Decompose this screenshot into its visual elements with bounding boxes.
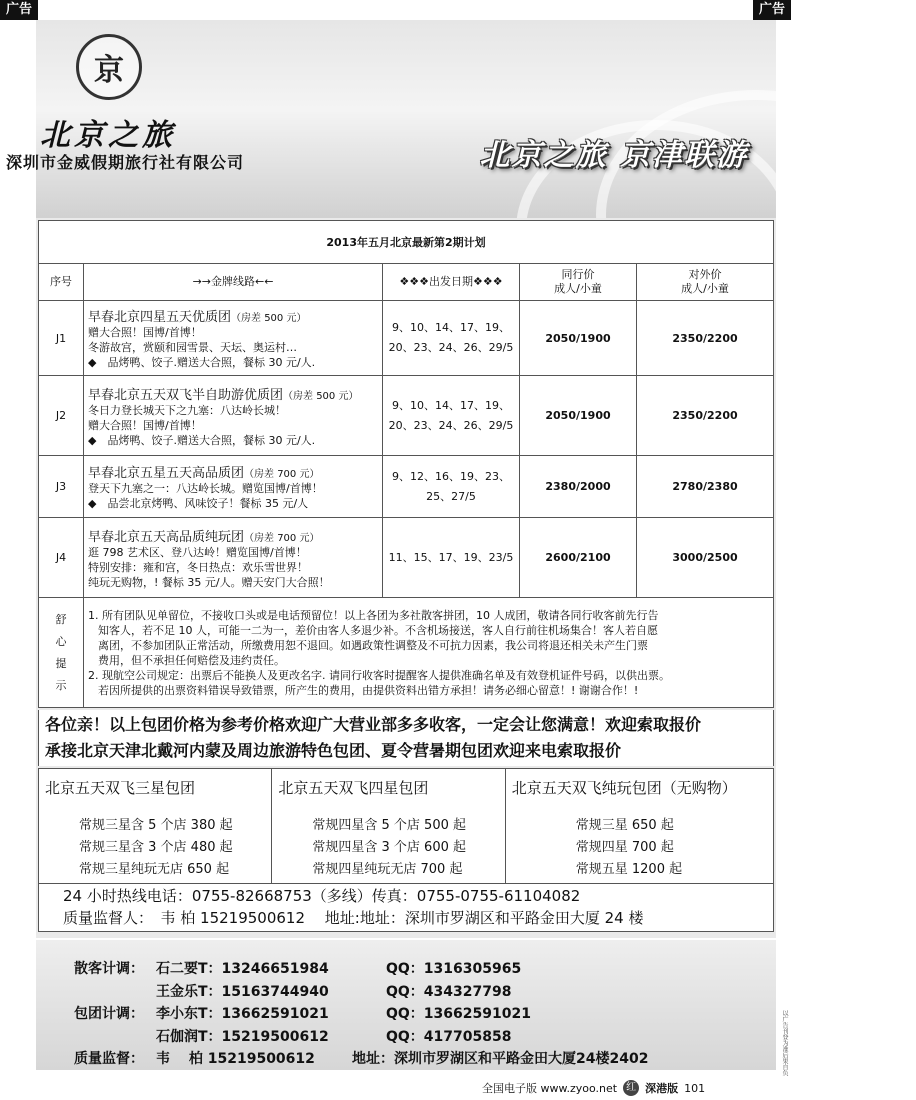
package-item: 常规三星 650 起 bbox=[575, 818, 674, 833]
package-item: 常规四星含 3 个店 600 起 bbox=[312, 840, 466, 855]
packages-box bbox=[38, 768, 774, 884]
route-cell bbox=[84, 518, 383, 598]
public-price: 2780/2380 bbox=[637, 456, 774, 518]
route-line: 特别安排：雍和宫，冬日热点：欢乐雪世界！ bbox=[88, 560, 308, 574]
footer-edition: 深港版 bbox=[645, 1082, 679, 1095]
package-title: 北京五天双飞四星包团 bbox=[278, 779, 429, 797]
hotline-supervisor: 质量监督人： 韦 柏 15219500612 地址:地址：深圳市罗湖区和平路金田大厦 24 楼 bbox=[63, 909, 644, 927]
row-no: J2 bbox=[39, 376, 84, 456]
hotline-box bbox=[38, 884, 774, 932]
dates-cell: 9、12、16、19、23、 25、27/5 bbox=[383, 456, 520, 518]
route-title: 早春北京五天高品质纯玩团 bbox=[88, 529, 245, 545]
quality-address: 地址：深圳市罗湖区和平路金田大厦24楼2402 bbox=[352, 1051, 649, 1067]
table-row bbox=[39, 376, 774, 456]
contact-name: 石二要T：13246651984 bbox=[156, 961, 329, 977]
contact-label: 包团计调： bbox=[74, 1006, 144, 1022]
ad-tag-left: 广告 bbox=[0, 0, 38, 20]
contact-name: 石伽润T：15219500612 bbox=[156, 1028, 329, 1045]
tip-line: 2. 现航空公司规定：出票后不能换人及更改名字. 请同行收客时提醒客人提供准确名单及有效登机证件号码，以供出票。 bbox=[88, 668, 670, 682]
table-row bbox=[39, 518, 774, 598]
route-line: 赠大合照！国博/首博！ bbox=[88, 326, 202, 339]
package-item: 常规五星 1200 起 bbox=[575, 862, 683, 877]
contact-qq: QQ：13662591021 bbox=[386, 1006, 531, 1022]
public-price: 3000/2500 bbox=[637, 518, 774, 598]
peer-price: 2050/1900 bbox=[520, 376, 637, 456]
contact-row bbox=[74, 981, 648, 1004]
col-header-route: →→金牌线路←← bbox=[84, 264, 383, 301]
row-no: J1 bbox=[39, 301, 84, 376]
contact-name: 王金乐T：15163744940 bbox=[156, 983, 329, 1000]
room-diff: （房差 500 元） bbox=[231, 313, 307, 324]
package-title: 北京五天双飞三星包团 bbox=[45, 779, 196, 797]
promo-text bbox=[38, 710, 774, 766]
route-title: 早春北京四星五天优质团 bbox=[88, 310, 232, 325]
dates-cell: 9、10、14、17、19、 20、23、24、26、29/5 bbox=[383, 376, 520, 456]
hotline-phone: 24 小时热线电话：0755-82668753（多线）传真：0755-0755-61104082 bbox=[63, 887, 581, 905]
tips-row bbox=[39, 598, 774, 708]
hong-badge-icon: 红 bbox=[623, 1080, 639, 1096]
public-price: 2350/2200 bbox=[637, 376, 774, 456]
dates-cell: 9、10、14、17、19、 20、23、24、26、29/5 bbox=[383, 301, 520, 376]
promo-line: 各位亲！以上包团价格为参考价格欢迎广大营业部多多收客，一定会让您满意！欢迎索取报价 bbox=[45, 715, 702, 734]
contact-row bbox=[74, 958, 648, 981]
plan-table bbox=[38, 220, 774, 708]
quality-row bbox=[74, 1048, 648, 1071]
promo-line: 承接北京天津北戴河内蒙及周边旅游特色包团、夏令营暑期包团欢迎来电索取报价 bbox=[45, 741, 622, 760]
contact-label: 散客计调： bbox=[74, 961, 144, 977]
route-cell bbox=[84, 376, 383, 456]
route-line: 逛 798 艺术区、登八达岭！赠览国博/首博！ bbox=[88, 545, 307, 559]
package-card bbox=[272, 769, 505, 883]
contact-row bbox=[74, 1026, 648, 1049]
room-diff: （房差 700 元） bbox=[244, 532, 320, 544]
col-header-peer-price: 同行价 成人/小童 bbox=[520, 264, 637, 301]
route-line: ◆ 品尝北京烤鸭、风味饺子！餐标 35 元/人 bbox=[88, 497, 309, 510]
route-line: 登天下九塞之一：八达岭长城。赠览国博/首博！ bbox=[88, 482, 323, 495]
route-line: 冬日力登长城天下之九塞：八达岭长城！ bbox=[88, 403, 286, 417]
package-title: 北京五天双飞纯玩包团（无购物） bbox=[511, 779, 737, 797]
tip-line: 费用，但不承担任何赔偿及违约责任。 bbox=[98, 653, 285, 667]
row-no: J4 bbox=[39, 518, 84, 598]
tip-line: 1. 所有团队见单留位，不接收口头或是电话预留位！以上各团为多社散客拼团，10 人成团，敬请各同行收客前先行告 bbox=[88, 608, 659, 622]
footer-site: 全国电子版 www.zyoo.net bbox=[482, 1082, 618, 1095]
tips-label: 舒 心 提 示 bbox=[39, 598, 84, 708]
peer-price: 2380/2000 bbox=[520, 456, 637, 518]
route-cell bbox=[84, 301, 383, 376]
package-card bbox=[506, 769, 773, 883]
col-header-no: 序号 bbox=[39, 264, 84, 301]
package-card bbox=[39, 769, 272, 883]
slogan: 北京之旅 京津联游 bbox=[479, 138, 748, 173]
logo-icon: 京 bbox=[76, 34, 142, 100]
route-cell bbox=[84, 456, 383, 518]
brand-name: 北京之旅 bbox=[40, 118, 176, 153]
package-item: 常规三星纯玩无店 650 起 bbox=[79, 862, 230, 877]
package-item: 常规三星含 3 个店 480 起 bbox=[79, 840, 233, 855]
table-row bbox=[39, 456, 774, 518]
tip-line: 知客人，若不足 10 人，可能一二为一，差价由客人多退少补。不含机场接送，客人自行前往机场集合！客人若自愿 bbox=[98, 623, 658, 637]
peer-price: 2600/2100 bbox=[520, 518, 637, 598]
route-line: ◆ 品烤鸭、饺子.赠送大合照，餐标 30 元/人. bbox=[88, 356, 316, 369]
contact-label bbox=[74, 981, 156, 1004]
route-line: 赠大合照！国博/首博！ bbox=[88, 418, 202, 432]
route-line: 冬游故宫，赏颐和园雪景、天坛、奥运村… bbox=[88, 341, 297, 354]
quality-name: 韦 柏 15219500612 bbox=[156, 1051, 315, 1067]
contacts-block bbox=[74, 958, 648, 1071]
tip-line: 若因所提供的出票资料错误导致错票，所产生的费用，由提供资料出错方承担！请务必细心留意！! 谢谢合作！! bbox=[98, 683, 639, 697]
package-item: 常规三星含 5 个店 380 起 bbox=[79, 818, 233, 833]
plan-title: 2013年五月北京最新第2期计划 bbox=[39, 221, 774, 264]
contact-label bbox=[74, 1026, 156, 1049]
table-row bbox=[39, 301, 774, 376]
peer-price: 2050/1900 bbox=[520, 301, 637, 376]
package-item: 常规四星 700 起 bbox=[575, 840, 674, 855]
col-header-dates: ❖❖❖出发日期❖❖❖ bbox=[383, 264, 520, 301]
package-item: 常规四星纯玩无店 700 起 bbox=[312, 862, 463, 877]
route-line: 纯玩无购物，! 餐标 35 元/人。赠天安门大合照！ bbox=[88, 575, 330, 589]
col-header-public-price: 对外价 成人/小童 bbox=[637, 264, 774, 301]
tips-text bbox=[84, 598, 774, 708]
row-no: J3 bbox=[39, 456, 84, 518]
route-line: ◆ 品烤鸭、饺子.赠送大合照，餐标 30 元/人. bbox=[88, 433, 316, 447]
company-name: 深圳市金威假期旅行社有限公司 bbox=[6, 153, 245, 172]
route-title: 早春北京五天双飞半自助游优质团 bbox=[88, 387, 284, 403]
page-number: 101 bbox=[684, 1081, 706, 1095]
quality-label: 质量监督： bbox=[74, 1051, 144, 1067]
page-footer bbox=[482, 1080, 705, 1096]
contact-qq: QQ：434327798 bbox=[386, 983, 512, 1000]
contact-row bbox=[74, 1003, 648, 1026]
package-item: 常规四星含 5 个店 500 起 bbox=[312, 818, 466, 833]
contact-name: 李小东T：13662591021 bbox=[156, 1006, 329, 1022]
contact-qq: QQ：1316305965 bbox=[386, 961, 522, 977]
contact-qq: QQ：417705858 bbox=[386, 1028, 512, 1045]
room-diff: （房差 500 元） bbox=[283, 390, 359, 402]
route-title: 早春北京五星五天高品质团 bbox=[88, 466, 245, 481]
dates-cell: 11、15、17、19、23/5 bbox=[383, 518, 520, 598]
room-diff: （房差 700 元） bbox=[244, 469, 320, 480]
ad-tag-right: 广告 bbox=[753, 0, 791, 20]
side-note: 以广告刊登为准后果自负 bbox=[781, 1010, 788, 1076]
tip-line: 离团，不参加团队正常活动，所缴费用恕不退回。如遇政策性调整及不可抗力因素，我公司将退还相关未产生门票 bbox=[98, 638, 648, 652]
public-price: 2350/2200 bbox=[637, 301, 774, 376]
header-banner bbox=[6, 20, 776, 220]
